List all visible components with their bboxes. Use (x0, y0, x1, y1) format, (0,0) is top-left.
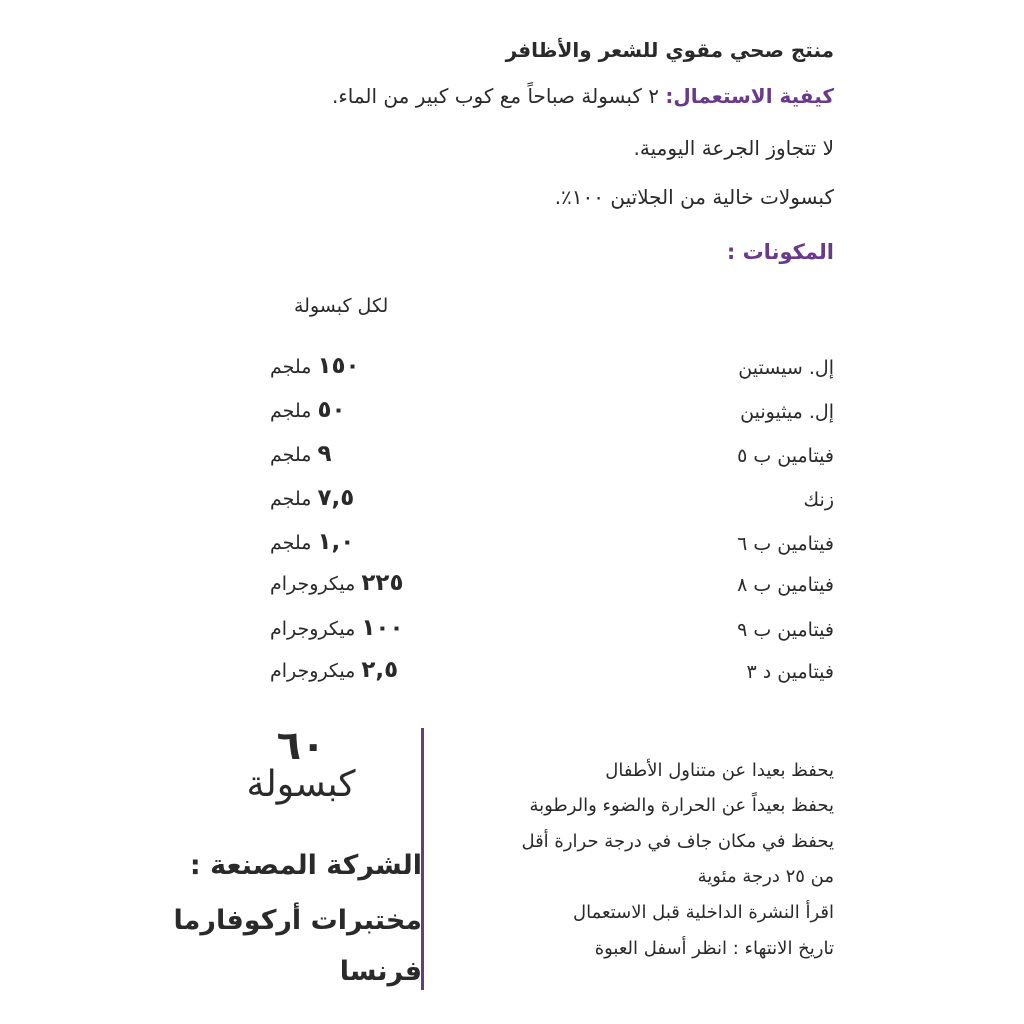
ingredient-amount: ٧,٥ ملجم (270, 485, 355, 511)
manufacturer-label: الشركة المصنعة : (189, 850, 422, 881)
storage-line: يحفظ بعيداً عن الحرارة والضوء والرطوبة (529, 795, 834, 816)
storage-line: من ٢٥ درجة مئوية (697, 866, 834, 887)
ingredient-name: فيتامين ب ٩ (737, 619, 834, 641)
note-daily-dose: لا تتجاوز الجرعة اليومية. (633, 136, 834, 160)
storage-line: يحفظ بعيدا عن متناول الأطفال (605, 760, 834, 781)
usage-text: ٢ كبسولة صباحاً مع كوب كبير من الماء. (332, 84, 666, 108)
manufacturer-name: مختبرات أركوفارما (173, 905, 422, 936)
ingredient-amount: ٩ ملجم (270, 441, 332, 467)
ingredient-amount: ٥٠ ملجم (270, 397, 346, 423)
usage-line (332, 84, 834, 108)
ingredient-name: فيتامين د ٣ (746, 661, 834, 683)
capsule-unit: كبسولة (246, 764, 356, 805)
ingredient-amount: ١٠٠ ميكروجرام (270, 615, 404, 641)
ingredients-heading: المكونات : (726, 240, 834, 264)
ingredient-amount: ١,٠ ملجم (270, 529, 355, 555)
ingredient-name: إل. سيستين (738, 357, 834, 379)
ingredient-amount: ٢٢٥ ميكروجرام (270, 570, 404, 596)
product-title: منتج صحي مقوي للشعر والأظافر (505, 38, 834, 62)
per-capsule-label: لكل كبسولة (294, 295, 389, 317)
ingredient-amount: ١٥٠ ملجم (270, 353, 360, 379)
ingredient-amount: ٢,٥ ميكروجرام (270, 657, 399, 683)
manufacturer-country: فرنسا (339, 956, 422, 987)
note-gelatin-free: كبسولات خالية من الجلاتين ١٠٠٪. (554, 185, 834, 209)
capsule-count: ٦٠ (276, 723, 326, 769)
ingredient-name: إل. ميثيونين (740, 401, 834, 423)
ingredient-name: فيتامين ب ٥ (737, 445, 834, 467)
ingredient-name: فيتامين ب ٨ (737, 574, 834, 596)
storage-line: يحفظ في مكان جاف في درجة حرارة أقل (521, 831, 834, 852)
ingredient-name: فيتامين ب ٦ (737, 533, 834, 555)
usage-label: كيفية الاستعمال: (665, 84, 834, 108)
storage-line: اقرأ النشرة الداخلية قبل الاستعمال (573, 902, 834, 923)
ingredient-name: زنك (803, 489, 834, 511)
storage-line: تاريخ الانتهاء : انظر أسفل العبوة (594, 938, 834, 959)
